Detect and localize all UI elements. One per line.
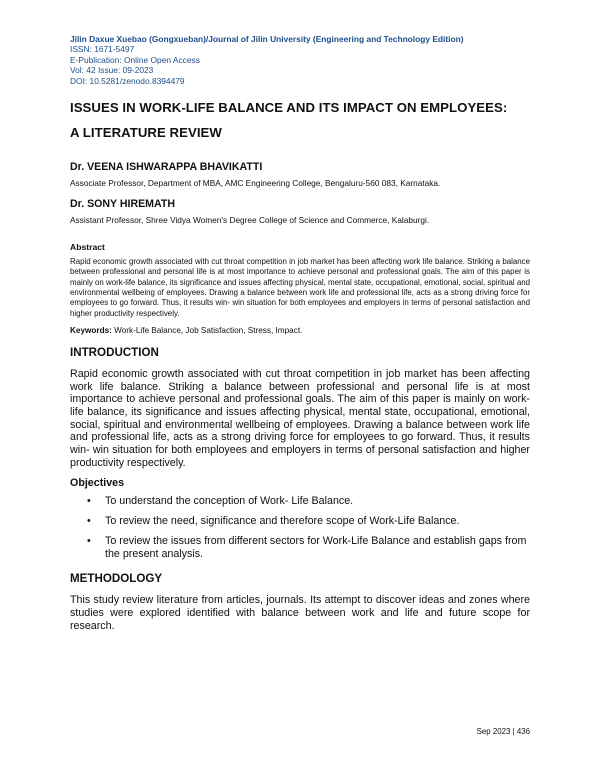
paper-title-line1: ISSUES IN WORK-LIFE BALANCE AND ITS IMPACT ON EMPLOYEES: [70,100,508,116]
journal-doi: DOI: 10.5281/zenodo.8394479 [70,75,185,86]
journal-volume: Vol: 42 Issue: 09-2023 [70,65,154,76]
keywords-label: Keywords: [70,325,112,335]
objective-text-2: To review the need, significance and therefore scope of Work-Life Balance. [105,515,460,528]
objective-text-3: To review the issues from different sectors for Work-Life Balance and establish gaps from the present analysis. [105,534,527,560]
journal-publication: E-Publication: Online Open Access [70,54,200,65]
keywords-text: Work-Life Balance, Job Satisfaction, Stress, Impact. [114,325,303,335]
page-footer: Sep 2023 | 436 [476,727,530,736]
abstract-heading: Abstract [70,242,105,253]
journal-issn: ISSN: 1671-5497 [70,44,135,55]
objectives-list [70,495,530,560]
author-name-1: Dr. VEENA ISHWARAPPA BHAVIKATTI [70,161,263,174]
author-affiliation-1: Associate Professor, Department of MBA, AMC Engineering College, Bengaluru-560 083, Karnataka. [70,178,441,189]
methodology-heading: METHODOLOGY [70,572,163,586]
list-item [70,495,530,508]
introduction-heading: INTRODUCTION [70,345,159,359]
list-item [70,515,530,528]
journal-title: Jilin Daxue Xuebao (Gongxueban)/Journal of Jilin University (Engineering and Technology Edition) [70,34,464,44]
author-name-2: Dr. SONY HIREMATH [70,198,175,211]
methodology-text: This study review literature from articles, journals. Its attempt to discover ideas and zones where studies were explored identified with balance between work and life and future scope for research. [70,594,530,632]
author-affiliation-2: Assistant Professor, Shree Vidya Women's Degree College of Science and Commerce, Kalaburgi. [70,215,430,226]
paper-title-line2: A LITERATURE REVIEW [70,125,222,141]
list-item [70,535,530,560]
keywords [70,326,530,335]
paper-title [70,95,530,145]
bullet-icon: • [87,495,91,508]
objectives-heading: Objectives [70,477,125,490]
journal-header [70,34,530,86]
bullet-icon: • [87,534,91,547]
abstract-text: Rapid economic growth associated with cut throat competition in job market has been affecting work life balance. Striking a balance between professional and personal life is at most importance to achieve personal and professional goals. The aim of this paper is mainly on work-life balance, its significance and issues affecting physical, mental state, occupational, emotional, social, spiritual and environmental wellbeing of employees. Drawing a balance between work life and professional life, acts as a strong driving force for employees to go forward. Thus, it results win- win situation for both employees and employers in terms of personal satisfaction and higher productivity respectively. [70,257,530,318]
bullet-icon: • [87,515,91,528]
introduction-text: Rapid economic growth associated with cut throat competition in job market has been affecting work life balance. Striking a balance between professional and personal life is at most importance to achieve personal and professional goals. The aim of this paper is mainly on work-life balance, its significance and issues affecting physical, mental state, occupational, emotional, social, spiritual and environmental wellbeing of employees. Drawing a balance between work life and professional life, acts as a strong driving force for employees to go forward. Thus, it results win- win situation for both employees and employers in terms of personal satisfaction and higher productivity respectively. [70,367,530,469]
objective-text-1: To understand the conception of Work- Life Balance. [105,495,354,508]
